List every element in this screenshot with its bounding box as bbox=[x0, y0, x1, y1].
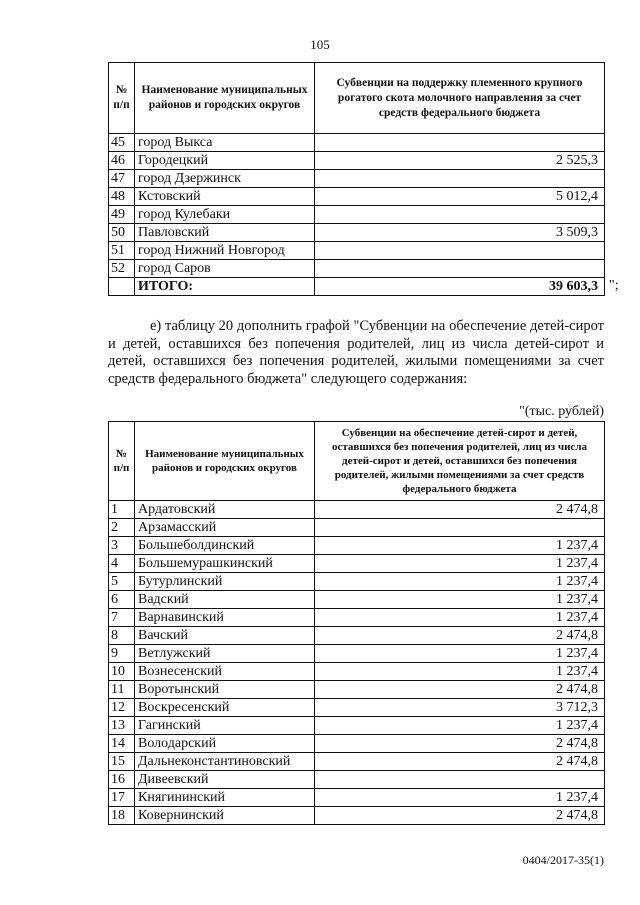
table-row bbox=[109, 591, 605, 609]
row-number: 50 bbox=[109, 224, 135, 242]
row-name: Вознесенский bbox=[135, 663, 315, 681]
row-value bbox=[315, 134, 605, 152]
table-row bbox=[109, 242, 605, 260]
row-name: Кстовский bbox=[135, 188, 315, 206]
row-value bbox=[315, 206, 605, 224]
row-number: 18 bbox=[109, 807, 135, 825]
table-body bbox=[109, 134, 605, 278]
row-value: 2 474,8 bbox=[315, 753, 605, 771]
row-name: город Саров bbox=[135, 260, 315, 278]
row-name: Ардатовский bbox=[135, 501, 315, 519]
paragraph-text: е) таблицу 20 дополнить графой "Субвенции на обеспечение детей-сирот и детей, оставшихся без попечения родителей, лиц из числа детей-сирот и детей, оставшихся без попечения родителей, жилыми помещениями за счет средств федерального бюджета" следующего содержания: bbox=[108, 318, 604, 387]
table-row bbox=[109, 717, 605, 735]
row-number: 3 bbox=[109, 537, 135, 555]
row-value: 1 237,4 bbox=[315, 663, 605, 681]
row-number: 7 bbox=[109, 609, 135, 627]
table-row bbox=[109, 663, 605, 681]
row-number: 51 bbox=[109, 242, 135, 260]
table-row bbox=[109, 152, 605, 170]
row-value bbox=[315, 519, 605, 537]
row-value: 2 474,8 bbox=[315, 501, 605, 519]
row-number: 49 bbox=[109, 206, 135, 224]
table-row bbox=[109, 807, 605, 825]
table-row bbox=[109, 699, 605, 717]
row-number: 6 bbox=[109, 591, 135, 609]
row-number: 47 bbox=[109, 170, 135, 188]
header-name: Наименование муниципальных районов и городских округов bbox=[135, 63, 315, 134]
document-code: 0404/2017-35(1) bbox=[522, 853, 604, 867]
row-number: 10 bbox=[109, 663, 135, 681]
row-value: 1 237,4 bbox=[315, 645, 605, 663]
row-number: 2 bbox=[109, 519, 135, 537]
row-name: Вачский bbox=[135, 627, 315, 645]
row-value: 2 474,8 bbox=[315, 807, 605, 825]
header-num: № п/п bbox=[109, 422, 135, 501]
row-name: город Нижний Новгород bbox=[135, 242, 315, 260]
row-value: 1 237,4 bbox=[315, 573, 605, 591]
row-number: 46 bbox=[109, 152, 135, 170]
page-number: 105 bbox=[310, 37, 330, 52]
table-row bbox=[109, 681, 605, 699]
table-row bbox=[109, 753, 605, 771]
table-row bbox=[109, 537, 605, 555]
table-livestock-subsidies bbox=[108, 62, 605, 296]
row-value: 2 474,8 bbox=[315, 627, 605, 645]
row-value: 1 237,4 bbox=[315, 717, 605, 735]
row-value bbox=[315, 771, 605, 789]
row-number: 16 bbox=[109, 771, 135, 789]
total-row bbox=[109, 278, 605, 296]
table-row bbox=[109, 206, 605, 224]
row-value: 1 237,4 bbox=[315, 609, 605, 627]
table-row bbox=[109, 609, 605, 627]
table-row bbox=[109, 735, 605, 753]
row-name: Дивеевский bbox=[135, 771, 315, 789]
row-number: 11 bbox=[109, 681, 135, 699]
row-number: 8 bbox=[109, 627, 135, 645]
row-number: 17 bbox=[109, 789, 135, 807]
table-row bbox=[109, 771, 605, 789]
total-value: 39 603,3 bbox=[315, 278, 605, 296]
row-name: город Выкса bbox=[135, 134, 315, 152]
table-row bbox=[109, 501, 605, 519]
table-row bbox=[109, 573, 605, 591]
row-number: 5 bbox=[109, 573, 135, 591]
row-name: Гагинский bbox=[135, 717, 315, 735]
row-value bbox=[315, 260, 605, 278]
row-name: Вадский bbox=[135, 591, 315, 609]
row-name: Варнавинский bbox=[135, 609, 315, 627]
closing-quote: "; bbox=[609, 278, 619, 293]
row-value: 1 237,4 bbox=[315, 591, 605, 609]
unit-label: "(тыс. рублей) bbox=[519, 404, 604, 419]
row-name: Ковернинский bbox=[135, 807, 315, 825]
row-value: 2 525,3 bbox=[315, 152, 605, 170]
table-row bbox=[109, 188, 605, 206]
table-row bbox=[109, 224, 605, 242]
table-row bbox=[109, 645, 605, 663]
row-number: 14 bbox=[109, 735, 135, 753]
row-name: город Кулебаки bbox=[135, 206, 315, 224]
table-row bbox=[109, 170, 605, 188]
table-row bbox=[109, 519, 605, 537]
row-name: Арзамасский bbox=[135, 519, 315, 537]
total-label: ИТОГО: bbox=[135, 278, 315, 296]
row-name: Городецкий bbox=[135, 152, 315, 170]
row-value bbox=[315, 170, 605, 188]
row-value: 1 237,4 bbox=[315, 789, 605, 807]
row-name: Дальнеконстантиновский bbox=[135, 753, 315, 771]
row-name: город Дзержинск bbox=[135, 170, 315, 188]
row-name: Княгининский bbox=[135, 789, 315, 807]
header-num: № п/п bbox=[109, 63, 135, 134]
table-orphan-housing-subsidies bbox=[108, 421, 605, 825]
table-row bbox=[109, 789, 605, 807]
row-name: Большеболдинский bbox=[135, 537, 315, 555]
row-name: Володарский bbox=[135, 735, 315, 753]
table-body bbox=[109, 501, 605, 825]
row-number: 4 bbox=[109, 555, 135, 573]
amendment-paragraph bbox=[108, 318, 604, 388]
row-value: 1 237,4 bbox=[315, 555, 605, 573]
row-number: 45 bbox=[109, 134, 135, 152]
table-row bbox=[109, 260, 605, 278]
table-row bbox=[109, 627, 605, 645]
row-name: Павловский bbox=[135, 224, 315, 242]
row-value: 2 474,8 bbox=[315, 735, 605, 753]
row-value bbox=[315, 242, 605, 260]
row-name: Ветлужский bbox=[135, 645, 315, 663]
row-number: 13 bbox=[109, 717, 135, 735]
row-value: 3 509,3 bbox=[315, 224, 605, 242]
table-row bbox=[109, 134, 605, 152]
row-value: 2 474,8 bbox=[315, 681, 605, 699]
row-name: Воротынский bbox=[135, 681, 315, 699]
header-value: Субвенции на поддержку племенного крупного рогатого скота молочного направления за счет средств федерального бюджета bbox=[315, 63, 605, 134]
row-name: Воскресенский bbox=[135, 699, 315, 717]
row-number: 48 bbox=[109, 188, 135, 206]
table-row bbox=[109, 555, 605, 573]
row-number: 1 bbox=[109, 501, 135, 519]
header-name: Наименование муниципальных районов и городских округов bbox=[135, 422, 315, 501]
row-number: 9 bbox=[109, 645, 135, 663]
header-value: Субвенции на обеспечение детей-сирот и детей, оставшихся без попечения родителей, лиц из числа детей-сирот и детей, оставшихся без попечения родителей, жилыми помещениями за счет средств федерального бюджета bbox=[315, 422, 605, 501]
row-value: 3 712,3 bbox=[315, 699, 605, 717]
row-number: 52 bbox=[109, 260, 135, 278]
row-name: Бутурлинский bbox=[135, 573, 315, 591]
row-number: 12 bbox=[109, 699, 135, 717]
total-num-cell bbox=[109, 278, 135, 296]
row-value: 5 012,4 bbox=[315, 188, 605, 206]
row-number: 15 bbox=[109, 753, 135, 771]
row-value: 1 237,4 bbox=[315, 537, 605, 555]
row-name: Большемурашкинский bbox=[135, 555, 315, 573]
